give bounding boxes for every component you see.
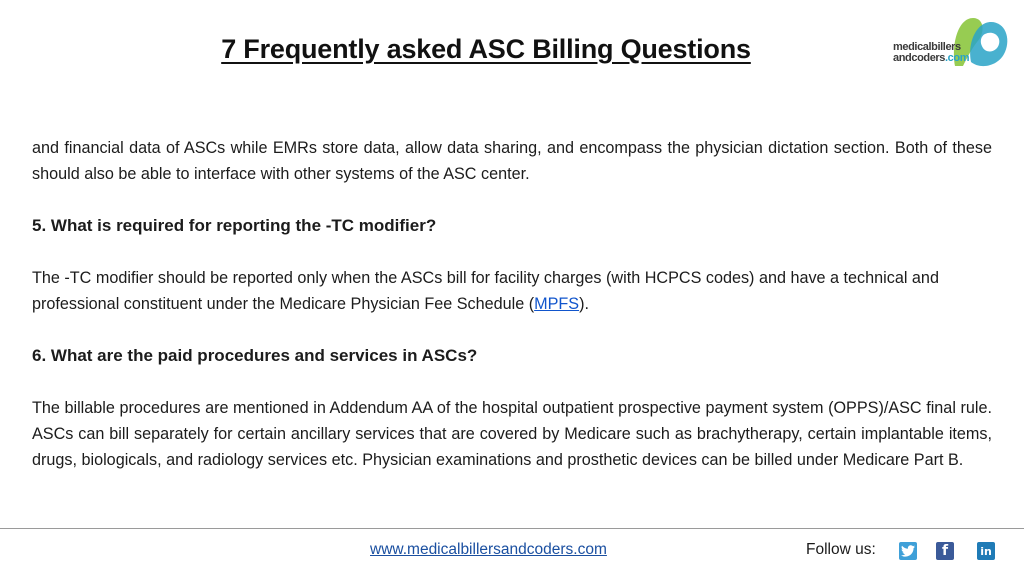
question-6-heading: 6. What are the paid procedures and services in ASCs? [32,346,478,365]
logo-text-line2: andcoders [893,52,946,64]
question-5-heading: 5. What is required for reporting the -TC modifier? [32,216,437,235]
intro-paragraph: and financial data of ASCs while EMRs store data, allow data sharing, and encompass the physician dictation section. Both of these should also be able to interface with other systems of the ASC center. [32,139,992,183]
facebook-glyph: f [941,543,949,559]
follow-us-label: Follow us: [806,541,876,558]
company-logo[interactable] [893,12,1015,72]
facebook-icon[interactable] [936,542,954,560]
twitter-icon[interactable] [899,542,917,560]
logo-text-line1: medicalbillers [893,41,961,53]
logo-text-suffix: .com [945,52,970,64]
q5-answer-tail: ). [579,295,589,313]
question-5-answer [32,265,992,317]
footer-divider [0,528,1024,529]
article-body [32,135,992,473]
linkedin-glyph: in [980,544,992,558]
question-6-answer: The billable procedures are mentioned in Addendum AA of the hospital outpatient prospective payment system (OPPS)/ASC final rule. ASCs can bill separately for certain ancillary services that are covered by Medicare such as brachytherapy, certain implantable items, drugs, biologicals, and radiology services etc. Physician examinations and prosthetic devices can be billed under Medicare Part B. [32,399,992,469]
mpfs-link[interactable]: MPFS [534,295,580,313]
q5-answer-text: The -TC modifier should be reported only when the ASCs bill for facility charges (with HCPCS codes) and have a technical and professional constituent under the Medicare Physician Fee Schedule ( [32,269,939,313]
linkedin-icon[interactable] [977,542,995,560]
website-link[interactable]: www.medicalbillersandcoders.com [370,541,607,558]
twitter-bird-icon [901,545,915,557]
logo-text [893,42,969,64]
page-title: 7 Frequently asked ASC Billing Questions [221,34,751,64]
